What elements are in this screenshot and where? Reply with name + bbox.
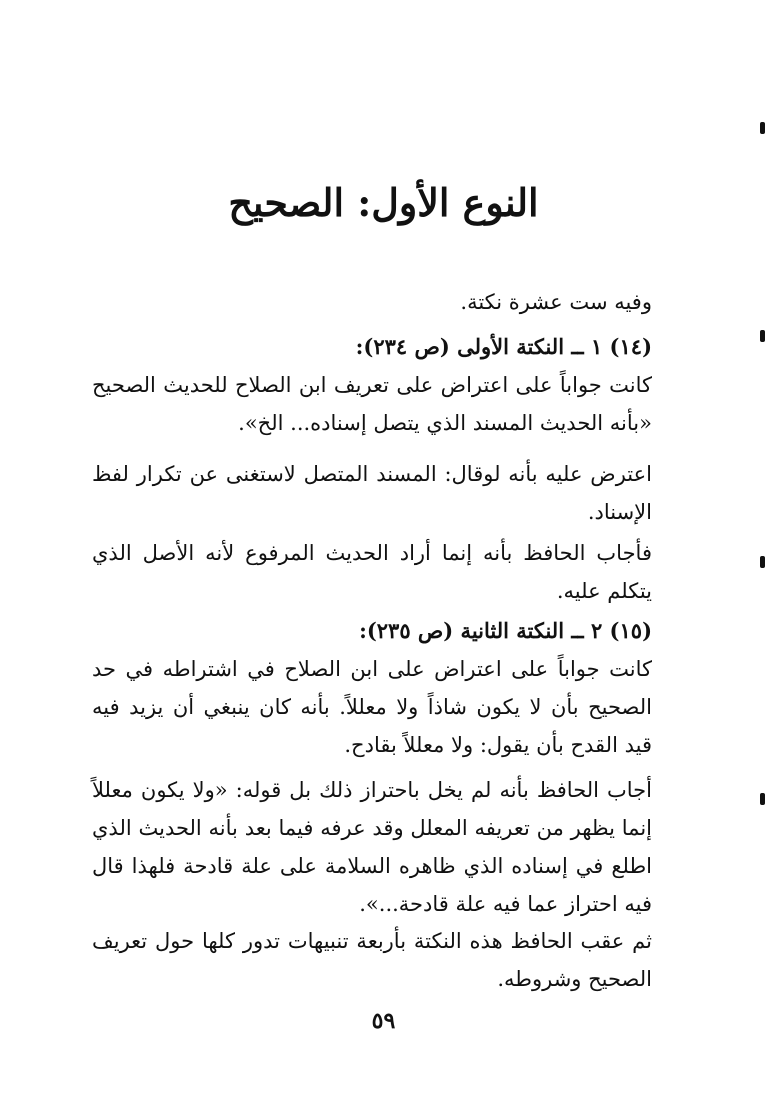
paragraph-1-3: فأجاب الحافظ بأنه إنما أراد الحديث المرفوع لأنه الأصل الذي يتكلم عليه. (92, 541, 652, 603)
chapter-title: النوع الأول: الصحيح (228, 180, 539, 225)
margin-mark (760, 330, 765, 342)
section-heading-1: (١٤) ١ ــ النكتة الأولى (ص ٢٣٤): (355, 334, 652, 359)
paragraph-1-2: اعترض عليه بأنه لوقال: المسند المتصل لاستغنى عن تكرار لفظ الإسناد. (92, 462, 652, 524)
paragraph-2-3: ثم عقب الحافظ هذه النكتة بأربعة تنبيهات تدور كلها حول تعريف الصحيح وشروطه. (92, 929, 652, 991)
paragraph-1-1: كانت جواباً على اعتراض على تعريف ابن الصلاح للحديث الصحيح «بأنه الحديث المسند الذي يتصل إسناده... الخ». (92, 373, 652, 435)
margin-mark (760, 122, 765, 134)
paragraph-2-2: أجاب الحافظ بأنه لم يخل باحتراز ذلك بل قوله: «ولا يكون معللاً إنما يظهر من تعريفه المعلل وقد عرفه فيما بعد بأنه الحديث الذي اطلع في إسناده الذي ظاهره السلامة على علة قادحة فلهذا قال فيه احتراز عما فيه علة قادحة...». (92, 778, 652, 916)
section-heading-2: (١٥) ٢ ــ النكتة الثانية (ص ٢٣٥): (359, 618, 652, 643)
intro-line: وفيه ست عشرة نكتة. (460, 290, 652, 314)
margin-mark (760, 556, 765, 568)
page-number: ٥٩ (371, 1008, 396, 1034)
margin-mark (760, 793, 765, 805)
paragraph-2-1: كانت جواباً على اعتراض على ابن الصلاح في اشتراطه في حد الصحيح بأن لا يكون شاذاً ولا معللاً. بأنه كان ينبغي أن يزيد فيه قيد القدح بأن يقول: ولا معللاً بقادح. (92, 657, 652, 757)
